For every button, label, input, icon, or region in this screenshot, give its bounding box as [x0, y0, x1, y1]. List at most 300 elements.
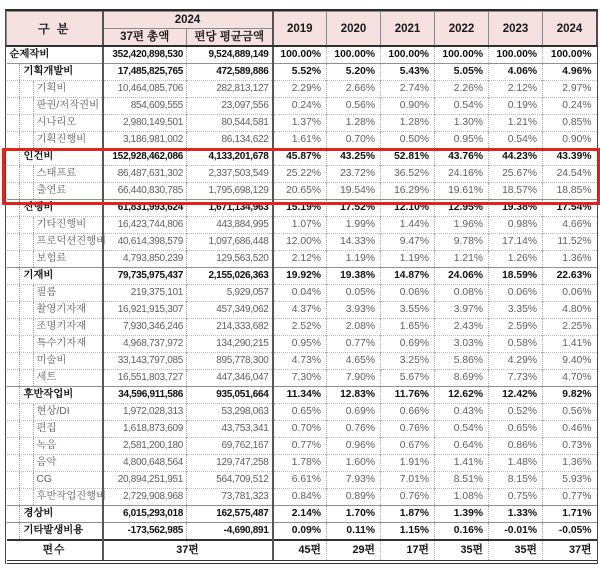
average-amount-cell: 214,333,682	[187, 319, 273, 336]
pct-2024-cell: 1.41%	[543, 336, 597, 353]
pct-2022-cell: 1.41%	[435, 455, 489, 472]
row-label-cell	[7, 523, 103, 541]
pct-2020-cell: 0.96%	[327, 438, 381, 455]
pct-2020-cell: 2.66%	[327, 81, 381, 98]
pct-2020-cell: 3.93%	[327, 302, 381, 319]
average-amount-cell: 4,133,201,678	[187, 149, 273, 166]
row-label-cell	[7, 387, 103, 404]
pct-2021-cell: 36.52%	[381, 166, 435, 183]
total-amount-cell: 4,968,737,972	[103, 336, 187, 353]
pct-2022-cell: 8.51%	[435, 472, 489, 489]
total-amount-cell: 1,972,028,313	[103, 404, 187, 421]
pct-2023-cell: 25.67%	[489, 166, 543, 183]
table-row	[7, 319, 597, 336]
row-label-cell	[7, 200, 103, 217]
pct-2022-cell: 1.08%	[435, 489, 489, 506]
average-amount-cell: 86,134,622	[187, 132, 273, 149]
pct-2019-cell: 19.92%	[273, 268, 327, 285]
pct-2020-cell: 0.70%	[327, 132, 381, 149]
table-row	[7, 64, 597, 81]
pct-2023-cell: 0.75%	[489, 489, 543, 506]
pct-2023-cell: 4.06%	[489, 64, 543, 81]
row-label-cell	[7, 438, 103, 455]
row-label: 세트	[36, 372, 57, 383]
pct-2020-cell: 100.00%	[327, 46, 381, 64]
pct-2019-cell: 2.29%	[273, 81, 327, 98]
indent-guide	[19, 217, 20, 233]
pct-2023-cell: 2.12%	[489, 81, 543, 98]
pct-2021-cell: 3.55%	[381, 302, 435, 319]
average-amount-cell: 1,671,134,963	[187, 200, 273, 217]
pct-2020-cell: 2.08%	[327, 319, 381, 336]
count-2024: 37편	[543, 540, 597, 562]
row-label-cell	[7, 149, 103, 166]
pct-2024-cell: 4.66%	[543, 217, 597, 234]
row-label-cell	[7, 336, 103, 353]
header-category: 구 분	[7, 12, 103, 47]
header-2024-group: 2024	[103, 12, 273, 29]
footer-label: 편수	[7, 540, 103, 562]
pct-2021-cell: 2.74%	[381, 81, 435, 98]
indent-guide	[33, 489, 34, 505]
pct-2024-cell: 43.39%	[543, 149, 597, 166]
pct-2024-cell: 0.85%	[543, 115, 597, 132]
total-amount-cell: 3,186,981,002	[103, 132, 187, 149]
row-label-cell	[7, 98, 103, 115]
pct-2021-cell: 1.91%	[381, 455, 435, 472]
total-amount-cell: 1,618,873,609	[103, 421, 187, 438]
indent-guide	[33, 302, 34, 318]
pct-2022-cell: 24.16%	[435, 166, 489, 183]
table-row	[7, 217, 597, 234]
pct-2023-cell: 0.52%	[489, 404, 543, 421]
pct-2021-cell: 9.47%	[381, 234, 435, 251]
pct-2023-cell: 0.86%	[489, 438, 543, 455]
total-amount-cell: 854,609,555	[103, 98, 187, 115]
pct-2020-cell: 1.60%	[327, 455, 381, 472]
indent-guide	[19, 489, 20, 505]
indent-guide	[33, 336, 34, 352]
pct-2019-cell: 2.14%	[273, 506, 327, 523]
pct-2023-cell: 0.98%	[489, 217, 543, 234]
indent-guide	[33, 81, 34, 97]
pct-2020-cell: 0.76%	[327, 421, 381, 438]
pct-2022-cell: 19.61%	[435, 183, 489, 200]
total-amount-cell: 16,423,744,806	[103, 217, 187, 234]
table-header	[7, 12, 597, 47]
indent-guide	[33, 353, 34, 369]
pct-2022-cell: 12.95%	[435, 200, 489, 217]
row-label-cell	[7, 166, 103, 183]
pct-2024-cell: 2.25%	[543, 319, 597, 336]
indent-guide	[19, 166, 20, 182]
pct-2023-cell: 44.23%	[489, 149, 543, 166]
row-label-cell	[7, 302, 103, 319]
table-row	[7, 336, 597, 353]
pct-2022-cell: 0.64%	[435, 438, 489, 455]
total-amount-cell: 4,793,850,239	[103, 251, 187, 268]
average-amount-cell: 69,762,167	[187, 438, 273, 455]
indent-guide	[19, 132, 20, 148]
row-label-cell	[7, 370, 103, 387]
header-year-2020: 2020	[327, 12, 381, 47]
pct-2023-cell: 12.42%	[489, 387, 543, 404]
row-label: 순제작비	[9, 49, 50, 60]
pct-2022-cell: 0.43%	[435, 404, 489, 421]
pct-2019-cell: 1.61%	[273, 132, 327, 149]
total-amount-cell: 6,015,293,018	[103, 506, 187, 523]
table-row	[7, 98, 597, 115]
indent-guide	[19, 251, 20, 267]
pct-2019-cell: 0.70%	[273, 421, 327, 438]
pct-2019-cell: 5.52%	[273, 64, 327, 81]
count-2021: 17편	[381, 540, 435, 562]
pct-2019-cell: 0.77%	[273, 438, 327, 455]
pct-2021-cell: 0.76%	[381, 489, 435, 506]
indent-guide	[33, 132, 34, 148]
pct-2022-cell: 5.05%	[435, 64, 489, 81]
pct-2024-cell: 5.93%	[543, 472, 597, 489]
pct-2024-cell: 0.06%	[543, 285, 597, 302]
pct-2020-cell: 0.69%	[327, 404, 381, 421]
row-label: 조명기자재	[36, 321, 87, 332]
table-row	[7, 200, 597, 217]
pct-2020-cell: 43.25%	[327, 149, 381, 166]
pct-2021-cell: 7.01%	[381, 472, 435, 489]
average-amount-cell: 2,337,503,549	[187, 166, 273, 183]
pct-2024-cell: 1.71%	[543, 506, 597, 523]
indent-guide	[33, 166, 34, 182]
table-row	[7, 268, 597, 285]
table-row	[7, 506, 597, 523]
total-amount-cell: 20,894,251,951	[103, 472, 187, 489]
pct-2021-cell: 1.15%	[381, 523, 435, 541]
table-row	[7, 472, 597, 489]
row-label-cell	[7, 183, 103, 200]
indent-guide	[19, 234, 20, 250]
pct-2021-cell: 3.25%	[381, 353, 435, 370]
pct-2020-cell: 0.56%	[327, 98, 381, 115]
pct-2020-cell: 1.70%	[327, 506, 381, 523]
total-amount-cell: 152,928,462,086	[103, 149, 187, 166]
pct-2024-cell: 0.77%	[543, 489, 597, 506]
pct-2019-cell: 12.00%	[273, 234, 327, 251]
average-amount-cell: 5,929,057	[187, 285, 273, 302]
row-label-cell	[7, 81, 103, 98]
row-label-cell	[7, 489, 107, 506]
header-total-amount: 37편 총액	[103, 29, 187, 47]
pct-2019-cell: 11.34%	[273, 387, 327, 404]
indent-guide	[19, 472, 20, 488]
total-amount-cell: 7,930,346,246	[103, 319, 187, 336]
pct-2024-cell: 0.56%	[543, 404, 597, 421]
indent-guide	[33, 251, 34, 267]
pct-2019-cell: 7.30%	[273, 370, 327, 387]
indent-guide	[33, 183, 34, 199]
pct-2023-cell: -0.01%	[489, 523, 543, 541]
pct-2021-cell: 0.06%	[381, 285, 435, 302]
pct-2019-cell: 1.78%	[273, 455, 327, 472]
table-row	[7, 234, 597, 251]
total-amount-cell: 10,464,085,706	[103, 81, 187, 98]
average-amount-cell: -4,690,891	[187, 523, 273, 541]
average-amount-cell: 447,346,047	[187, 370, 273, 387]
footer-2024-count: 37편	[103, 540, 273, 562]
row-label: 출연료	[36, 185, 67, 196]
pct-2021-cell: 0.90%	[381, 98, 435, 115]
row-label: 후반작업비	[23, 389, 74, 400]
indent-guide	[33, 115, 34, 131]
indent-guide	[19, 183, 20, 199]
pct-2020-cell: 17.52%	[327, 200, 381, 217]
indent-guide	[19, 115, 20, 131]
pct-2022-cell: 12.62%	[435, 387, 489, 404]
pct-2022-cell: 8.69%	[435, 370, 489, 387]
pct-2020-cell: 0.89%	[327, 489, 381, 506]
row-label: 경상비	[23, 508, 54, 519]
pct-2024-cell: 2.97%	[543, 81, 597, 98]
pct-2023-cell: 0.54%	[489, 132, 543, 149]
indent-guide	[33, 438, 34, 454]
pct-2024-cell: 0.46%	[543, 421, 597, 438]
indent-guide	[19, 268, 20, 284]
film-count-row	[7, 540, 597, 562]
pct-2022-cell: 1.39%	[435, 506, 489, 523]
total-amount-cell: 16,921,915,307	[103, 302, 187, 319]
pct-2022-cell: 100.00%	[435, 46, 489, 64]
pct-2021-cell: 5.67%	[381, 370, 435, 387]
average-amount-cell: 472,589,886	[187, 64, 273, 81]
pct-2024-cell: 17.54%	[543, 200, 597, 217]
indent-guide	[19, 149, 20, 165]
header-year-2019: 2019	[273, 12, 327, 47]
row-label: 인건비	[23, 151, 54, 162]
total-amount-cell: 2,980,149,501	[103, 115, 187, 132]
pct-2023-cell: 18.57%	[489, 183, 543, 200]
row-label: 기획개발비	[23, 66, 74, 77]
indent-guide	[33, 370, 34, 386]
average-amount-cell: 129,563,520	[187, 251, 273, 268]
pct-2021-cell: 5.43%	[381, 64, 435, 81]
pct-2019-cell: 2.52%	[273, 319, 327, 336]
indent-guide	[33, 404, 34, 420]
average-amount-cell: 162,575,487	[187, 506, 273, 523]
pct-2019-cell: 0.04%	[273, 285, 327, 302]
pct-2023-cell: 7.73%	[489, 370, 543, 387]
indent-guide	[19, 302, 20, 318]
pct-2023-cell: 0.65%	[489, 421, 543, 438]
pct-2024-cell: 9.82%	[543, 387, 597, 404]
table-row	[7, 285, 597, 302]
count-2020: 29편	[327, 540, 381, 562]
pct-2021-cell: 0.76%	[381, 421, 435, 438]
table-footer	[7, 540, 597, 562]
table-row	[7, 404, 597, 421]
count-2022: 35편	[435, 540, 489, 562]
total-amount-cell: 4,800,648,564	[103, 455, 187, 472]
row-label-cell	[7, 64, 103, 81]
total-amount-cell: 17,485,825,765	[103, 64, 187, 81]
row-label: 편집	[36, 423, 57, 434]
pct-2023-cell: 100.00%	[489, 46, 543, 64]
pct-2024-cell: 22.63%	[543, 268, 597, 285]
pct-2019-cell: 2.12%	[273, 251, 327, 268]
average-amount-cell: 564,709,512	[187, 472, 273, 489]
row-label: 진행비	[23, 202, 54, 213]
table-row	[7, 149, 597, 166]
row-label-cell	[7, 404, 103, 421]
total-amount-cell: 16,551,803,727	[103, 370, 187, 387]
pct-2019-cell: 0.84%	[273, 489, 327, 506]
row-label: 현상/DI	[36, 406, 70, 417]
row-label: 미술비	[36, 355, 67, 366]
average-amount-cell: 134,290,215	[187, 336, 273, 353]
pct-2022-cell: 3.97%	[435, 302, 489, 319]
row-label: 보험료	[36, 253, 67, 264]
indent-guide	[19, 404, 20, 420]
pct-2023-cell: 8.15%	[489, 472, 543, 489]
pct-2020-cell: 14.33%	[327, 234, 381, 251]
pct-2020-cell: 1.28%	[327, 115, 381, 132]
row-label: 스태프료	[36, 168, 77, 179]
pct-2022-cell: 0.16%	[435, 523, 489, 541]
average-amount-cell: 1,795,698,129	[187, 183, 273, 200]
pct-2022-cell: 2.26%	[435, 81, 489, 98]
row-label: 판권/저작권비	[36, 100, 100, 111]
pct-2021-cell: 1.19%	[381, 251, 435, 268]
row-label: 음악	[36, 457, 57, 468]
average-amount-cell: 73,781,323	[187, 489, 273, 506]
indent-guide	[19, 353, 20, 369]
average-amount-cell: 23,097,556	[187, 98, 273, 115]
row-label: 프로덕션진행비	[36, 236, 107, 247]
indent-guide	[19, 387, 20, 403]
pct-2021-cell: 11.76%	[381, 387, 435, 404]
pct-2021-cell: 0.67%	[381, 438, 435, 455]
pct-2021-cell: 0.69%	[381, 336, 435, 353]
pct-2023-cell: 0.06%	[489, 285, 543, 302]
pct-2024-cell: 4.70%	[543, 370, 597, 387]
average-amount-cell: 53,298,063	[187, 404, 273, 421]
header-year-2021: 2021	[381, 12, 435, 47]
pct-2019-cell: 1.07%	[273, 217, 327, 234]
pct-2024-cell: 11.52%	[543, 234, 597, 251]
pct-2024-cell: 24.54%	[543, 166, 597, 183]
indent-guide	[33, 319, 34, 335]
pct-2021-cell: 1.65%	[381, 319, 435, 336]
table-row	[7, 387, 597, 404]
pct-2023-cell: 0.19%	[489, 98, 543, 115]
cost-table-wrapper	[5, 9, 598, 564]
table-row	[7, 353, 597, 370]
pct-2021-cell: 14.87%	[381, 268, 435, 285]
table-row	[7, 302, 597, 319]
pct-2022-cell: 1.30%	[435, 115, 489, 132]
row-label: 필름	[36, 287, 57, 298]
pct-2019-cell: 0.24%	[273, 98, 327, 115]
table-row	[7, 81, 597, 98]
table-row	[7, 115, 597, 132]
indent-guide	[19, 64, 20, 80]
pct-2020-cell: 0.77%	[327, 336, 381, 353]
pct-2021-cell: 52.81%	[381, 149, 435, 166]
pct-2022-cell: 0.95%	[435, 132, 489, 149]
indent-guide	[19, 98, 20, 114]
row-label-cell	[7, 353, 103, 370]
row-label-cell	[7, 115, 103, 132]
pct-2023-cell: 19.38%	[489, 200, 543, 217]
pct-2023-cell: 17.14%	[489, 234, 543, 251]
pct-2024-cell: 9.40%	[543, 353, 597, 370]
production-cost-table	[6, 11, 597, 564]
pct-2021-cell: 1.44%	[381, 217, 435, 234]
pct-2022-cell: 43.76%	[435, 149, 489, 166]
indent-guide	[19, 319, 20, 335]
average-amount-cell: 80,544,581	[187, 115, 273, 132]
average-amount-cell: 1,097,686,448	[187, 234, 273, 251]
pct-2019-cell: 0.09%	[273, 523, 327, 541]
pct-2019-cell: 6.61%	[273, 472, 327, 489]
pct-2021-cell: 1.87%	[381, 506, 435, 523]
indent-guide	[19, 421, 20, 437]
average-amount-cell: 9,524,889,149	[187, 46, 273, 64]
count-2019: 45편	[273, 540, 327, 562]
pct-2022-cell: 5.86%	[435, 353, 489, 370]
total-amount-cell: 33,143,797,085	[103, 353, 187, 370]
indent-guide	[19, 370, 20, 386]
row-label: 기획비	[36, 83, 67, 94]
pct-2022-cell: 24.06%	[435, 268, 489, 285]
indent-guide	[19, 81, 20, 97]
pct-2019-cell: 15.19%	[273, 200, 327, 217]
row-label-cell	[7, 285, 103, 302]
pct-2023-cell: 18.59%	[489, 268, 543, 285]
average-amount-cell: 2,155,026,363	[187, 268, 273, 285]
pct-2022-cell: 2.43%	[435, 319, 489, 336]
pct-2023-cell: 4.29%	[489, 353, 543, 370]
row-label: 촬영기자재	[36, 304, 87, 315]
header-average-amount: 편당 평균금액	[187, 29, 273, 47]
row-label-cell	[7, 217, 103, 234]
pct-2021-cell: 16.29%	[381, 183, 435, 200]
pct-2024-cell: 1.36%	[543, 455, 597, 472]
count-2023: 35편	[489, 540, 543, 562]
header-year-2024: 2024	[543, 12, 597, 47]
pct-2020-cell: 5.20%	[327, 64, 381, 81]
row-label: 기재비	[23, 270, 54, 281]
indent-guide	[33, 98, 34, 114]
total-amount-cell: 34,596,911,586	[103, 387, 187, 404]
pct-2020-cell: 19.38%	[327, 268, 381, 285]
pct-2022-cell: 0.08%	[435, 285, 489, 302]
row-label: 기타진행비	[36, 219, 87, 230]
indent-guide	[33, 472, 34, 488]
row-label: 기획진행비	[36, 134, 87, 145]
pct-2022-cell: 1.96%	[435, 217, 489, 234]
table-row	[7, 251, 597, 268]
pct-2022-cell: 3.03%	[435, 336, 489, 353]
table-row	[7, 455, 597, 472]
table-row	[7, 166, 597, 183]
pct-2023-cell: 2.59%	[489, 319, 543, 336]
pct-2019-cell: 25.22%	[273, 166, 327, 183]
pct-2021-cell: 1.28%	[381, 115, 435, 132]
pct-2022-cell: 9.78%	[435, 234, 489, 251]
indent-guide	[19, 506, 20, 522]
average-amount-cell: 457,349,062	[187, 302, 273, 319]
average-amount-cell: 895,778,300	[187, 353, 273, 370]
table-row	[7, 421, 597, 438]
